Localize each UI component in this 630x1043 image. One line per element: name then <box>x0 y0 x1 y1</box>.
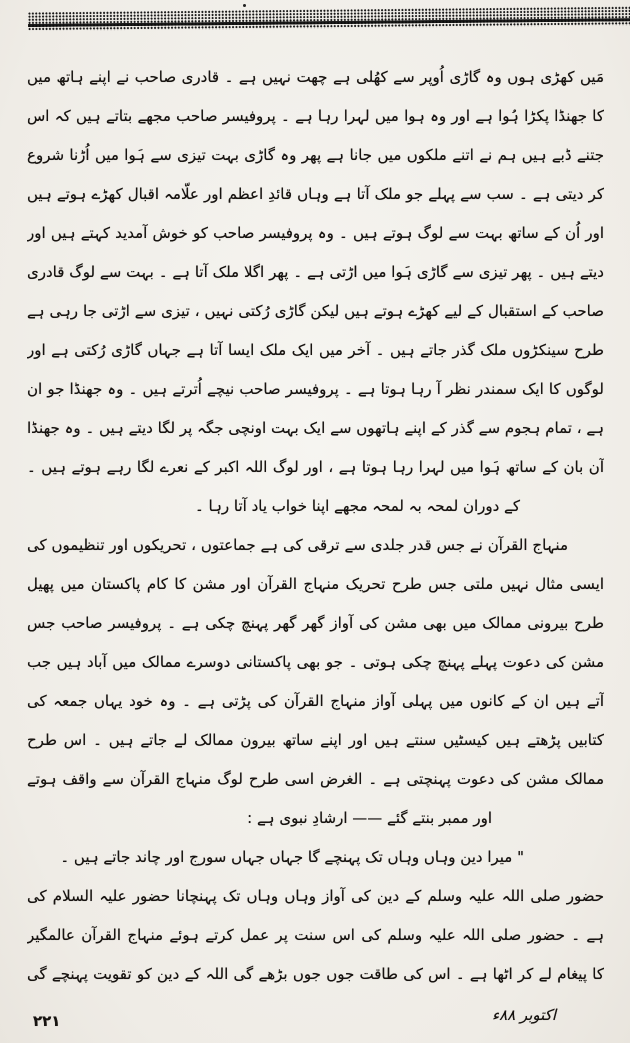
body-line: کا پیغام لے کر اٹھا ہے ۔ اس کی طاقت جوں جوں بڑھے گی اللہ کے دین کو تقویت پہنچے گی <box>27 965 604 983</box>
body-line: ایسی مثال نہیں ملتی جس طرح تحریک منہاج القرآن اور مشن کا کام پاکستان میں پھیل <box>27 575 604 593</box>
body-line: طرح سینکڑوں ملک گذر جاتے ہیں ۔ آخر میں ایک ملک ایسا آتا ہے جہاں گاڑی رُکتی ہے اور <box>27 341 604 359</box>
paragraph-closing-line: کے دوران لمحہ بہ لمحہ مجھے اپنا خواب یاد آتا رہا ۔ <box>194 497 520 515</box>
ink-speck <box>243 4 246 7</box>
hadith-quote-line: " میرا دین وہاں وہاں تک پہنچے گا جہاں جہاں سورج اور چاند جاتے ہیں ۔ <box>60 848 524 866</box>
body-line: طرح بیرونی ممالک میں بھی مشن کی آواز گھر گھر پہنچ چکی ہے ۔ پروفیسر صاحب جس <box>27 614 604 632</box>
body-line: ممالک مشن کی دعوت پہنچتی ہے ۔ الغرض اسی طرح لوگ منہاج القرآن سے واقف ہوتے <box>27 770 604 788</box>
hadith-intro-line: اور ممبر بنتے گئے —— ارشادِ نبوی ہے : <box>247 809 492 827</box>
body-line: مَیں کھڑی ہوں وہ گاڑی اُوپر سے کھُلی ہے چھت نہیں ہے ۔ قادری صاحب نے اپنے ہاتھ میں <box>27 68 604 86</box>
paragraph-first-line: منہاج القرآن نے جس قدر جلدی سے ترقی کی ہے جماعتوں ، تحریکوں اور تنظیموں کی <box>27 536 568 554</box>
body-line: کتابیں پڑھتے ہیں کیسٹیں سنتے ہیں اور اپنے ساتھ بیرون ممالک لے جاتے ہیں ۔ اس طرح <box>27 731 604 749</box>
body-line: حضور صلی اللہ علیہ وسلم کے دین کی آواز وہاں وہاں تک پہنچانا حضور علیہ السلام کی <box>27 887 604 905</box>
body-line: دیتے ہیں ۔ پھر تیزی سے گاڑی ہَوا میں اڑتی ہے ۔ پھر اگلا ملک آتا ہے ۔ بہت سے لوگ قادری <box>27 263 604 281</box>
page-footer <box>27 1000 604 1034</box>
page-number: ۲۲۱ <box>33 1012 61 1030</box>
body-line: کر دیتی ہے ۔ سب سے پہلے جو ملک آتا ہے وہاں قائدِ اعظم اور علّامہ اقبال کھڑے ہوتے ہیں <box>27 185 604 203</box>
body-line: آن بان کے ساتھ ہَوا میں لہرا رہا ہوتا ہے ، اور لوگ اللہ اکبر کے نعرے لگا رہے ہوتے ہیں ۔ <box>27 458 604 476</box>
body-line: ہے ، تمام ہجوم سے گذر کے اپنے ہاتھوں سے ایک بہت اونچی جگہ پر لگا دیتے ہیں ۔ وہ جھنڈا <box>27 419 604 437</box>
body-line: لوگوں کا ایک سمندر نظر آ رہا ہوتا ہے ۔ پروفیسر صاحب نیچے اُترتے ہیں ۔ وہ جھنڈا جو ان <box>27 380 604 398</box>
body-line: مشن کی دعوت پہلے پہنچ چکی ہوتی ۔ جو بھی پاکستانی دوسرے ممالک میں آباد ہیں جب <box>27 653 604 671</box>
body-line: جتنے ڈبے ہیں ہم نے اتنے ملکوں میں جانا ہے پھر وہ گاڑی بہت تیزی سے ہَوا میں اُڑنا شروع <box>27 146 604 164</box>
body-line: آتے ہیں ان کے کانوں میں پہلی آواز منہاج القرآن کی پڑتی ہے ۔ وہ خود یہاں جمعہ کی <box>27 692 604 710</box>
body-line: کا جھنڈا پکڑا ہُوا ہے اور وہ ہوا میں لہرا رہا ہے ۔ پروفیسر صاحب مجھے بتاتے ہیں کہ اس <box>27 107 604 125</box>
body-line: صاحب کے استقبال کے لیے کھڑے ہوتے ہیں لیکن گاڑی رُکتی نہیں ، تیزی سے اڑتی جا رہی ہے <box>27 302 604 320</box>
issue-date: اکتوبر ۸۸ء <box>492 1006 556 1024</box>
halftone-border-ornament <box>28 6 630 31</box>
body-line: ہے ۔ حضور صلی اللہ علیہ وسلم کی اس سنت پر عمل کرتے ہوئے منہاج القرآن عالمگیر <box>27 926 604 944</box>
body-line: اور اُن کے ساتھ بہت سے لوگ ہوتے ہیں ۔ وہ پروفیسر صاحب کو خوش آمدید کہتے ہیں اور <box>27 224 604 242</box>
body-text-block <box>27 58 604 994</box>
